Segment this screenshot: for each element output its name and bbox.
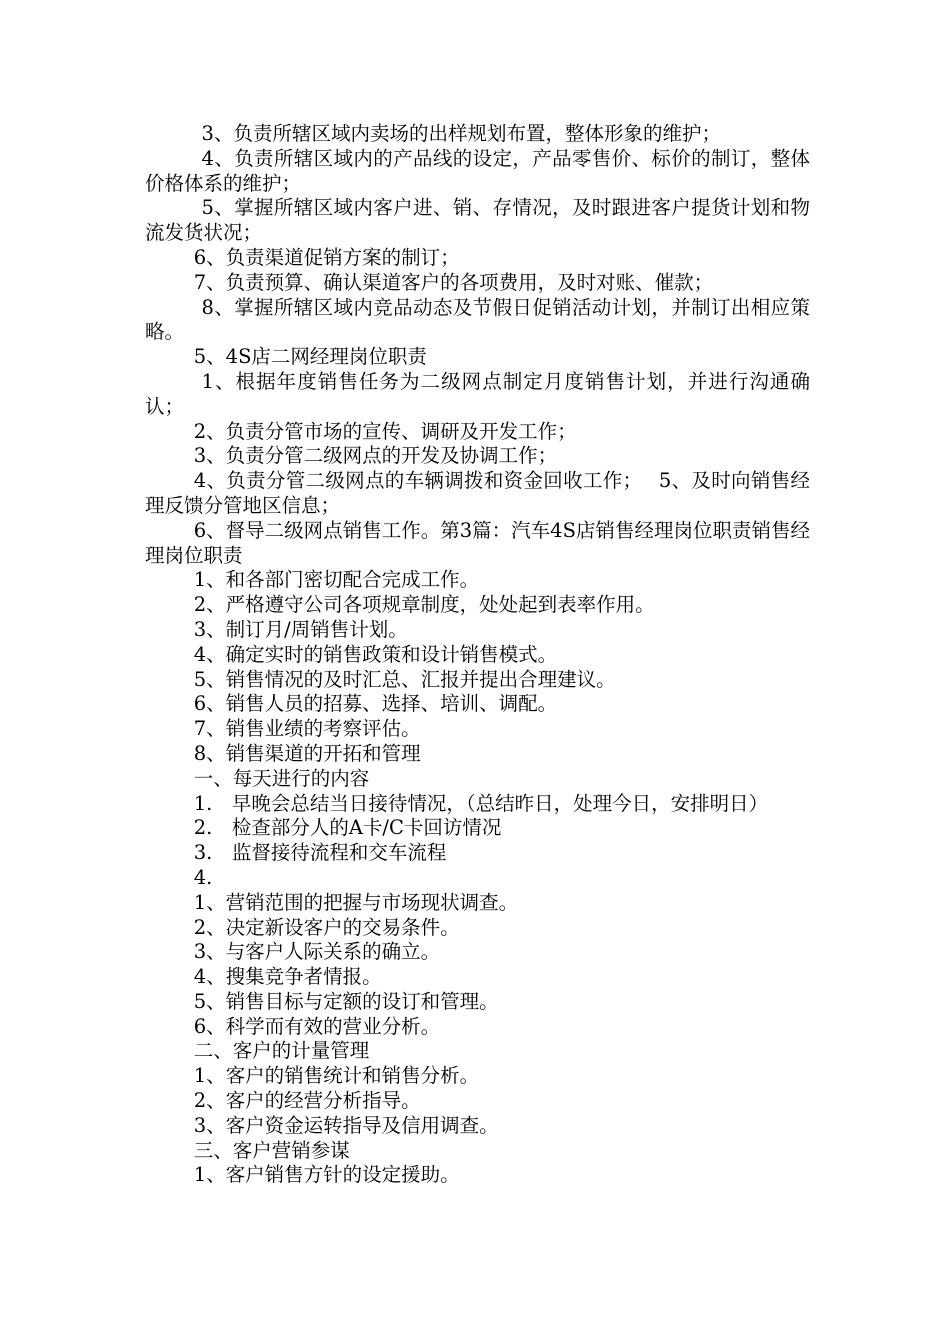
paragraph: 6、销售人员的招募、选择、培训、调配。 [193,692,558,716]
paragraph: 2、客户的经营分析指导。 [193,1089,421,1113]
paragraph: 3、负责所辖区域内卖场的出样规划布置，整体形象的维护； [201,122,721,145]
paragraph: 3、制订月/周销售计划。 [193,617,408,641]
paragraph: 1、客户的销售统计和销售分析。 [193,1064,480,1088]
paragraph: 4、确定实时的销售政策和设计销售模式。 [193,642,558,666]
paragraph: 8、销售渠道的开拓和管理 [193,741,421,765]
paragraph: 3、客户资金运转指导及信用调查。 [193,1113,499,1137]
paragraph: 7、负责预算、确认渠道客户的各项费用，及时对账、催款； [193,270,714,294]
paragraph: 2、决定新设客户的交易条件。 [193,915,460,939]
paragraph: 1、客户销售方针的设定援助。 [193,1163,460,1187]
paragraph: 2. 检查部分人的A卡/C卡回访情况 [193,816,502,840]
paragraph: 4、负责所辖区域内的产品线的设定，产品零售价、标价的制订，整体价格体系的维护； [145,146,810,195]
paragraph: 8、掌握所辖区域内竞品动态及节假日促销活动计划，并制订出相应策略。 [145,295,810,344]
paragraph: 1. 早晚会总结当日接待情况，（总结昨日，处理今日，安排明日） [193,791,769,815]
paragraph: 6、负责渠道促销方案的制订； [193,245,460,269]
paragraph: 2、负责分管市场的宣传、调研及开发工作； [193,419,577,443]
paragraph: 三、客户营销参谋 [193,1138,350,1162]
paragraph: 3、负责分管二级网点的开发及协调工作； [193,444,558,468]
paragraph: 4. [193,865,213,889]
paragraph: 1、根据年度销售任务为二级网点制定月度销售计划，并进行沟通确认； [145,369,810,418]
paragraph: 6、督导二级网点销售工作。第3篇：汽车4S店销售经理岗位职责销售经理岗位职责 [145,518,810,567]
paragraph: 一、每天进行的内容 [193,766,370,790]
paragraph: 5、销售情况的及时汇总、汇报并提出合理建议。 [193,667,616,691]
paragraph: 5、4S店二网经理岗位职责 [193,345,427,369]
paragraph: 2、严格遵守公司各项规章制度，处处起到表率作用。 [193,593,655,617]
paragraph: 5、掌握所辖区域内客户进、销、存情况，及时跟进客户提货计划和物流发货状况； [145,196,810,245]
document-body [145,122,810,1188]
paragraph: 二、客户的计量管理 [193,1039,370,1063]
paragraph: 5、销售目标与定额的设订和管理。 [193,989,499,1013]
paragraph: 1、和各部门密切配合完成工作。 [193,568,480,592]
paragraph: 4、搜集竞争者情报。 [193,965,382,989]
paragraph: 1、营销范围的把握与市场现状调查。 [193,890,519,914]
paragraph: 4、负责分管二级网点的车辆调拨和资金回收工作； 5、及时向销售经理反馈分管地区信息； [145,469,810,517]
paragraph: 6、科学而有效的营业分析。 [193,1014,441,1038]
paragraph: 7、销售业绩的考察评估。 [193,717,421,741]
paragraph: 3. 监督接待流程和交车流程 [193,841,447,865]
paragraph: 3、与客户人际关系的确立。 [193,940,441,964]
